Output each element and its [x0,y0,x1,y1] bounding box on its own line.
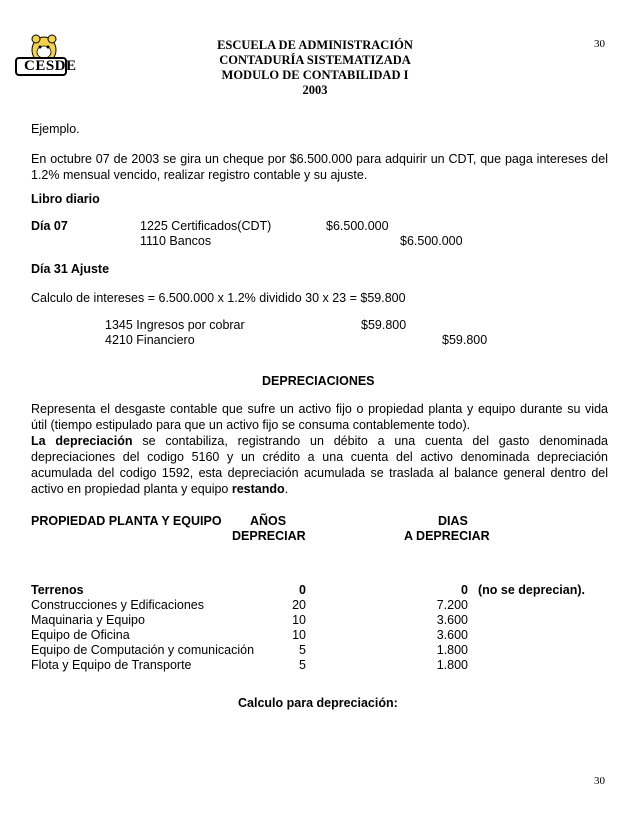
asset-name: Construcciones y Edificaciones [31,598,204,612]
asset-days: 3.600 [436,613,468,627]
asset-name: Equipo de Computación y comunicación [31,643,255,657]
table-header-days-2: A DEPRECIAR [404,529,490,543]
depreciation-end: . [284,482,289,496]
asset-years: 10 [292,613,306,627]
entry-debit-1345: $59.800 [361,318,407,332]
depreciation-definition: Representa el desgaste contable que sufre un activo fijo o propiedad planta y equipo durante su vida útil (tiempo estipulado para que un activo fijo se consuma contablemente todo). [31,402,608,432]
entry-account-4210: 4210 Financiero [105,333,195,347]
asset-name: Maquinaria y Equipo [31,613,145,627]
header-block [190,38,440,98]
dia-07-label: Día 07 [31,219,68,233]
page-number-bottom: 30 [594,775,605,787]
asset-days: 0 [461,583,468,597]
example-text: En octubre 07 de 2003 se gira un cheque por $6.500.000 para adquirir un CDT, que paga intereses del 1.2% mensual vencido, realizar registro contable y su ajuste. [31,152,608,182]
depreciaciones-title: DEPRECIACIONES [262,374,375,388]
depreciation-body: se contabiliza, registrando un débito a una cuenta del gasto denominada depreciaciones del codigo 5160 y un crédito a una cuenta del activo denominada depreciación acumulada del codigo 1592, esta depreciación acumulada se traslada al balance general dentro del activo en propiedad planta y equipo [31,434,608,496]
page-number-top: 30 [594,38,605,50]
interest-calculation: Calculo de intereses = 6.500.000 x 1.2% dividido 30 x 23 = $59.800 [31,291,406,305]
depreciation-accounting-text [31,433,608,497]
asset-note: (no se deprecian). [478,583,585,597]
table-header-years-1: AÑOS [250,514,287,528]
logo-text: CESDE [24,58,77,74]
asset-years: 5 [299,643,306,657]
asset-name: Equipo de Oficina [31,628,130,642]
asset-name: Terrenos [31,583,84,597]
cesde-logo [14,34,110,94]
depreciation-bold-term: La depreciación [31,434,133,448]
dia-31-label: Día 31 Ajuste [31,262,110,276]
restando-bold: restando [231,482,285,496]
table-header-years-2: DEPRECIAR [232,529,306,543]
header-line-module: MODULO DE CONTABILIDAD I [221,68,409,82]
entry-debit-1225: $6.500.000 [326,219,389,233]
header-line-year: 2003 [302,83,328,97]
entry-credit-1110: $6.500.000 [400,234,463,248]
entry-account-1110: 1110 Bancos [140,234,212,248]
asset-days: 1.800 [436,643,468,657]
calculation-heading: Calculo para depreciación: [238,696,398,710]
entry-account-1225: 1225 Certificados(CDT) [140,219,272,233]
table-header-days-1: DIAS [438,514,468,528]
example-title: Ejemplo. [31,122,80,136]
table-header-asset: PROPIEDAD PLANTA Y EQUIPO [31,514,222,528]
asset-years: 5 [299,658,306,672]
asset-days: 7.200 [436,598,468,612]
header-line-program: CONTADURÍA SISTEMATIZADA [219,53,411,67]
asset-days: 1.800 [436,658,468,672]
asset-years: 10 [292,628,306,642]
asset-years: 20 [292,598,306,612]
asset-name: Flota y Equipo de Transporte [31,658,192,672]
header-line-school: ESCUELA DE ADMINISTRACIÓN [217,38,413,52]
entry-credit-4210: $59.800 [442,333,488,347]
asset-days: 3.600 [436,628,468,642]
asset-years: 0 [299,583,306,597]
libro-diario-heading: Libro diario [31,192,100,206]
entry-account-1345: 1345 Ingresos por cobrar [105,318,245,332]
